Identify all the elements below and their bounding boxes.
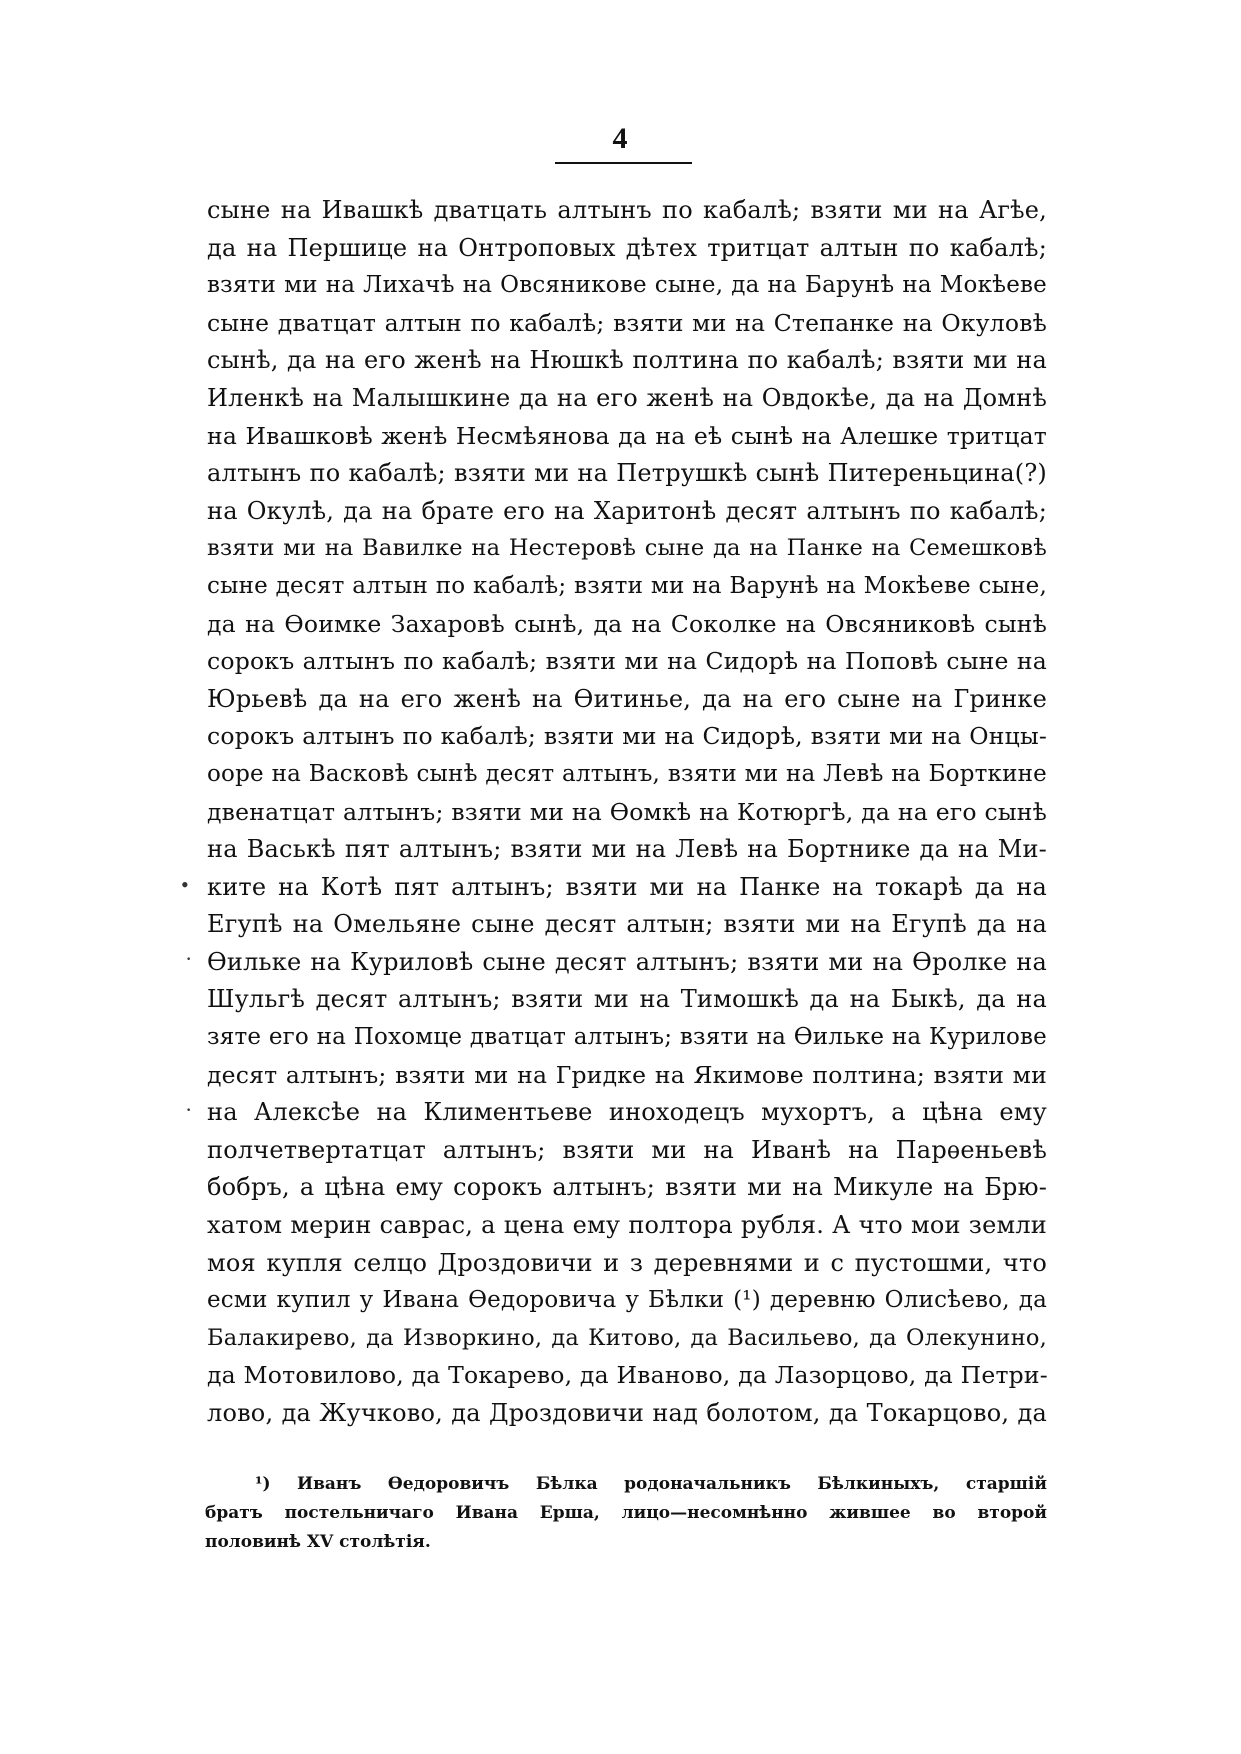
margin-mark: · bbox=[185, 946, 193, 971]
footnote-line: братъ постельничаго Ивана Ерша, лицо—несомнѣнно жившее во второй bbox=[205, 1503, 1047, 1523]
body-line: на Васькѣ пят алтынъ; взяти ми на Левѣ на Бортнике да на Ми- bbox=[207, 835, 1047, 864]
footnote-line: ¹) Иванъ Ѳедоровичъ Бѣлка родоначальникъ Бѣлкиныхъ, старшій bbox=[255, 1474, 1047, 1494]
footnote-line: половинѣ XV столѣтія. bbox=[205, 1532, 431, 1552]
body-line: ооре на Васковѣ сынѣ десят алтынъ, взяти ми на Левѣ на Борткине bbox=[207, 760, 1047, 787]
body-line: сыне десят алтын по кабалѣ; взяти ми на Варунѣ на Мокѣеве сыне, bbox=[207, 572, 1047, 599]
body-line: алтынъ по кабалѣ; взяти ми на Петрушкѣ сынѣ Питереньцина(?) bbox=[207, 459, 1047, 488]
body-line: лово, да Жучково, да Дроздовичи над болотом, да Токарцово, да bbox=[207, 1399, 1047, 1427]
body-line: сорокъ алтынъ по кабалѣ; взяти ми на Сидорѣ, взяти ми на Онцы- bbox=[207, 722, 1047, 751]
body-line: да на Першице на Онтроповых дѣтех тритцат алтын по кабалѣ; bbox=[207, 233, 1047, 262]
body-line: бобръ, а цѣна ему сорокъ алтынъ; взяти ми на Микуле на Брю- bbox=[207, 1173, 1047, 1202]
body-line: десят алтынъ; взяти ми на Гридке на Якимове полтина; взяти ми bbox=[207, 1060, 1047, 1089]
margin-mark: · bbox=[185, 1097, 193, 1122]
body-line: на Окулѣ, да на брате его на Харитонѣ десят алтынъ по кабалѣ; bbox=[207, 496, 1047, 525]
body-text bbox=[207, 192, 1047, 1433]
body-line: сынѣ, да на его женѣ на Нюшкѣ полтина по кабалѣ; взяти ми на bbox=[207, 346, 1047, 375]
footnote bbox=[205, 1470, 1047, 1557]
body-line: сыне дватцат алтын по кабалѣ; взяти ми на Степанке на Окуловѣ bbox=[207, 308, 1047, 337]
body-line: есми купил у Ивана Ѳедоровича у Бѣлки (¹) деревню Олисѣево, да bbox=[207, 1287, 1047, 1314]
body-line: полчетвертатцат алтынъ; взяти ми на Иванѣ на Парѳеньевѣ bbox=[207, 1135, 1047, 1164]
body-line: да на Ѳоимке Захаровѣ сынѣ, да на Соколке на Овсяниковѣ сынѣ bbox=[207, 609, 1047, 638]
page-number: 4 bbox=[612, 122, 628, 155]
body-line: на Ивашковѣ женѣ Несмѣянова да на еѣ сынѣ на Алешке тритцат bbox=[207, 421, 1047, 450]
body-line: хатом мерин саврас, а цена ему полтора рубля. А что мои земли bbox=[207, 1211, 1047, 1240]
body-line: Юрьевѣ да на его женѣ на Ѳитинье, да на его сыне на Гринке bbox=[207, 684, 1047, 713]
margin-mark: • bbox=[181, 872, 189, 897]
body-line: Егупѣ на Омельяне сыне десят алтын; взяти ми на Егупѣ да на bbox=[207, 910, 1047, 939]
header-rule bbox=[555, 162, 692, 164]
body-line: ките на Котѣ пят алтынъ; взяти ми на Панке на токарѣ да на bbox=[207, 872, 1047, 901]
body-line: сорокъ алтынъ по кабалѣ; взяти ми на Сидорѣ на Поповѣ сыне на bbox=[207, 647, 1047, 676]
body-line: Балакирево, да Изворкино, да Китово, да Васильево, да Олекунино, bbox=[207, 1324, 1047, 1351]
body-line: сыне на Ивашкѣ дватцать алтынъ по кабалѣ; взяти ми на Агѣе, bbox=[207, 196, 1047, 224]
body-line: моя купля селцо Дроздовичи и з деревнями и с пустошми, что bbox=[207, 1248, 1047, 1277]
body-line: да Мотовилово, да Токарево, да Иваново, да Лазорцово, да Петри- bbox=[207, 1361, 1048, 1390]
body-line: Шульгѣ десят алтынъ; взяти ми на Тимошкѣ да на Быкѣ, да на bbox=[207, 985, 1047, 1014]
body-line: зяте его на Похомце дватцат алтынъ; взяти на Ѳильке на Курилове bbox=[207, 1024, 1047, 1051]
body-line: взяти ми на Лихачѣ на Овсяникове сыне, да на Барунѣ на Мокѣеве bbox=[207, 272, 1047, 299]
body-line: на Алексѣе на Климентьеве иноходецъ мухортъ, а цѣна ему bbox=[207, 1098, 1047, 1127]
body-line: Ѳильке на Куриловѣ сыне десят алтынъ; взяти ми на Ѳролке на bbox=[207, 947, 1047, 976]
body-line: Иленкѣ на Малышкине да на его женѣ на Овдокѣе, да на Домнѣ bbox=[207, 383, 1047, 412]
body-line: двенатцат алтынъ; взяти ми на Ѳомкѣ на Котюргѣ, да на его сынѣ bbox=[207, 797, 1047, 826]
body-line: взяти ми на Вавилке на Нестеровѣ сыне да на Панке на Семешковѣ bbox=[207, 535, 1047, 562]
